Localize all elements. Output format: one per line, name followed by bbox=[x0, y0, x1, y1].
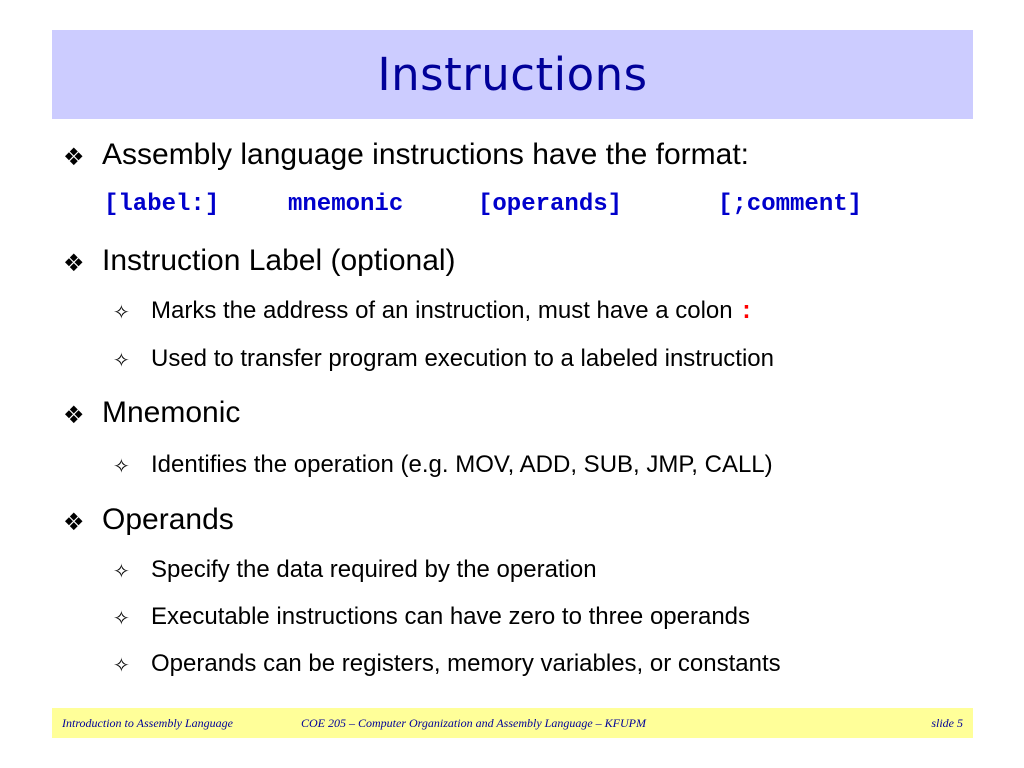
operands-item-2: Executable instructions can have zero to three operands bbox=[151, 603, 751, 630]
slide-title: Instructions bbox=[377, 48, 648, 101]
colon-symbol: : bbox=[739, 299, 754, 326]
title-bar bbox=[52, 30, 973, 119]
format-part-mnemonic: mnemonic bbox=[288, 191, 404, 218]
footer-course-title: Introduction to Assembly Language bbox=[62, 716, 233, 730]
label-item-1-text: Marks the address of an instruction, must have a colon bbox=[151, 297, 733, 324]
mnemonic-item-1: Identifies the operation (e.g. MOV, ADD, SUB, JMP, CALL) bbox=[151, 451, 773, 478]
mnemonic-section-heading: Mnemonic bbox=[102, 396, 241, 429]
footer-slide-number: slide 5 bbox=[931, 716, 963, 730]
operands-item-3: Operands can be registers, memory variables, or constants bbox=[151, 650, 781, 677]
level2-bullet-icon: ✧ bbox=[113, 655, 130, 677]
level1-bullet-icon: ❖ bbox=[63, 402, 85, 429]
label-item-2: Used to transfer program execution to a labeled instruction bbox=[151, 345, 775, 372]
operands-item-1: Specify the data required by the operation bbox=[151, 556, 597, 583]
format-part-operands: [operands] bbox=[478, 191, 623, 218]
format-heading: Assembly language instructions have the format: bbox=[102, 138, 750, 171]
level1-bullet-icon: ❖ bbox=[63, 144, 85, 171]
footer-course-info: COE 205 – Computer Organization and Assembly Language – KFUPM bbox=[301, 716, 646, 730]
format-part-comment: [;comment] bbox=[718, 191, 863, 218]
level2-bullet-icon: ✧ bbox=[113, 456, 130, 478]
label-item-1 bbox=[151, 297, 754, 326]
level2-bullet-icon: ✧ bbox=[113, 350, 130, 372]
format-part-label: [label:] bbox=[104, 191, 220, 218]
level1-bullet-icon: ❖ bbox=[63, 250, 85, 277]
level2-bullet-icon: ✧ bbox=[113, 302, 130, 324]
level2-bullet-icon: ✧ bbox=[113, 561, 130, 583]
level1-bullet-icon: ❖ bbox=[63, 509, 85, 536]
label-section-heading: Instruction Label (optional) bbox=[102, 244, 456, 277]
slide-footer bbox=[52, 708, 973, 738]
level2-bullet-icon: ✧ bbox=[113, 608, 130, 630]
operands-section-heading: Operands bbox=[102, 503, 234, 536]
